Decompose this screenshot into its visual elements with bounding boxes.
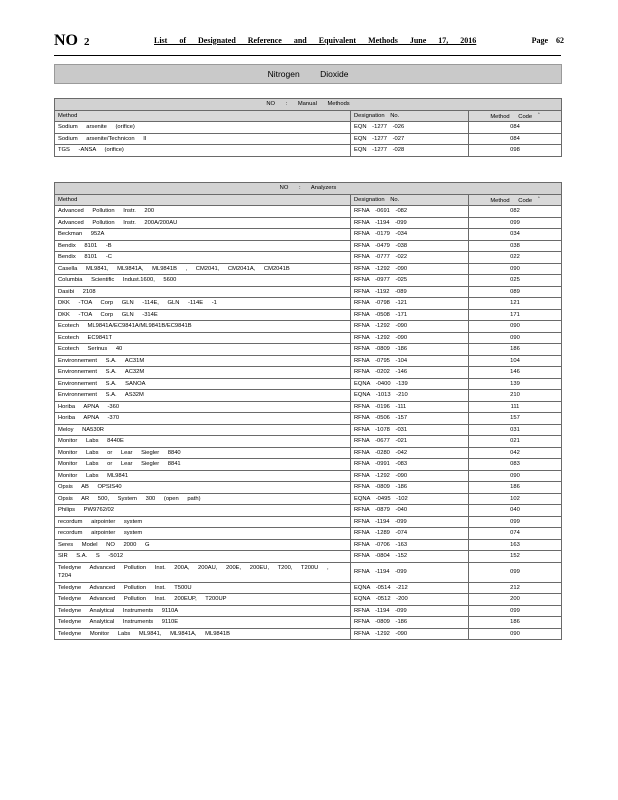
method-cell: Philips PW9762/02: [55, 505, 351, 517]
table-row: [55, 145, 562, 157]
header-pollutant: [54, 32, 90, 50]
method-code-cell: 074: [469, 528, 562, 540]
manual-methods-table: [54, 98, 562, 157]
table-row: [55, 133, 562, 145]
method-code-cell: 084: [469, 133, 562, 145]
method-cell: Teledyne Analytical Instruments 9110E: [55, 617, 351, 629]
designation-cell: RFNA -1289 -074: [351, 528, 469, 540]
method-cell: Teledyne Analytical Instruments 9110A: [55, 605, 351, 617]
designation-cell: EQN -1277 -028: [351, 145, 469, 157]
designation-cell: RFNA -1292 -090: [351, 470, 469, 482]
method-code-cell: 038: [469, 240, 562, 252]
method-code-cell: 031: [469, 424, 562, 436]
method-code-cell: 089: [469, 286, 562, 298]
method-cell: Horiba APNA -370: [55, 413, 351, 425]
table-row: [55, 275, 562, 287]
designation-cell: RFNA -1292 -090: [351, 332, 469, 344]
table-row: [55, 378, 562, 390]
table-row: [55, 528, 562, 540]
designation-cell: RFNA -1292 -090: [351, 628, 469, 640]
designation-cell: RFNA -1194 -099: [351, 516, 469, 528]
method-cell: Environnement S.A. AC31M: [55, 355, 351, 367]
analyzers-section-title: NO : Analyzers: [55, 183, 562, 195]
designation-cell: RFNA -0804 -152: [351, 551, 469, 563]
designation-cell: RFNA -0809 -186: [351, 482, 469, 494]
designation-cell: RFNA -0879 -040: [351, 505, 469, 517]
method-cell: Beckman 952A: [55, 229, 351, 241]
table-row: [55, 344, 562, 356]
designation-cell: RFNA -1292 -090: [351, 263, 469, 275]
table-row: [55, 470, 562, 482]
method-code-cell: 186: [469, 482, 562, 494]
method-cell: Teledyne Advanced Pollution Inst. 200A, 200AU, 200E, 200EU, T200, T200U , T204: [55, 562, 351, 582]
method-cell: Ecotech ML9841A/EC9841A/ML9841B/EC9841B: [55, 321, 351, 333]
designation-cell: RFNA -0809 -186: [351, 344, 469, 356]
designation-cell: EQN -1277 -026: [351, 122, 469, 134]
method-cell: Sodium arsenite (orifice): [55, 122, 351, 134]
method-code-cell: 146: [469, 367, 562, 379]
method-cell: Teledyne Monitor Labs ML9841, ML9841A, ML9841B: [55, 628, 351, 640]
method-code-cell: 083: [469, 459, 562, 471]
designation-cell: EQNA -0514 -212: [351, 582, 469, 594]
table-row: [55, 628, 562, 640]
method-cell: TGS -ANSA (orifice): [55, 145, 351, 157]
designation-cell: RFNA -0977 -025: [351, 275, 469, 287]
method-code-cell: 099: [469, 516, 562, 528]
designation-cell: RFNA -0691 -082: [351, 206, 469, 218]
method-code-cell: 084: [469, 122, 562, 134]
page-header: [54, 32, 564, 52]
method-cell: Bendix 8101 -B: [55, 240, 351, 252]
designation-cell: RFNA -1292 -090: [351, 321, 469, 333]
pollutant-banner: Nitrogen Dioxide: [54, 64, 562, 84]
table-row: [55, 355, 562, 367]
table-row: [55, 539, 562, 551]
table-row: [55, 263, 562, 275]
method-code-cell: 022: [469, 252, 562, 264]
table-row: [55, 390, 562, 402]
method-cell: DKK -TOA Corp GLN -314E: [55, 309, 351, 321]
table-row: [55, 217, 562, 229]
method-code-cell: 171: [469, 309, 562, 321]
designation-cell: RFNA -0280 -042: [351, 447, 469, 459]
method-cell: Columbia Scientific Indust.1600, 5600: [55, 275, 351, 287]
method-code-cell: 186: [469, 344, 562, 356]
method-cell: Dasibi 2108: [55, 286, 351, 298]
method-code-cell: 163: [469, 539, 562, 551]
method-code-cell: 090: [469, 332, 562, 344]
designation-cell: RFNA -0202 -146: [351, 367, 469, 379]
method-code-cell: 099: [469, 217, 562, 229]
table-row: [55, 447, 562, 459]
header-title: List of Designated Reference and Equivalent Methods June 17, 2016: [154, 36, 477, 45]
method-code-cell: 200: [469, 594, 562, 606]
method-code-cell: 186: [469, 617, 562, 629]
table-row: [55, 286, 562, 298]
table-row: [55, 309, 562, 321]
table-row: [55, 505, 562, 517]
designation-cell: EQN -1277 -027: [351, 133, 469, 145]
method-code-cell: 090: [469, 263, 562, 275]
table-row: [55, 252, 562, 264]
method-cell: Monitor Labs or Lear Siegler 8840: [55, 447, 351, 459]
method-cell: Casella ML9841, ML9841A, ML9841B , CM2041, CM2041A, CM2041B: [55, 263, 351, 275]
table-row: [55, 122, 562, 134]
method-code-cell: 040: [469, 505, 562, 517]
table-row: [55, 367, 562, 379]
table-row: [55, 240, 562, 252]
table-row: [55, 424, 562, 436]
method-code-cell: 139: [469, 378, 562, 390]
designation-cell: RFNA -0479 -038: [351, 240, 469, 252]
designation-cell: RFNA -0809 -186: [351, 617, 469, 629]
table-row: [55, 516, 562, 528]
column-header-code: Method Code*: [469, 110, 562, 122]
designation-cell: EQNA -0512 -200: [351, 594, 469, 606]
method-cell: Meloy NA530R: [55, 424, 351, 436]
method-code-cell: 210: [469, 390, 562, 402]
method-cell: Monitor Labs or Lear Siegler 8841: [55, 459, 351, 471]
designation-cell: RFNA -0991 -083: [351, 459, 469, 471]
method-cell: Monitor Labs ML9841: [55, 470, 351, 482]
method-cell: Seres Model NO 2000 G: [55, 539, 351, 551]
method-code-cell: 025: [469, 275, 562, 287]
designation-cell: EQNA -0495 -102: [351, 493, 469, 505]
method-code-cell: 157: [469, 413, 562, 425]
method-code-cell: 102: [469, 493, 562, 505]
designation-cell: RFNA -0795 -104: [351, 355, 469, 367]
column-header-method: Method: [55, 194, 351, 206]
designation-cell: EQNA -1013 -210: [351, 390, 469, 402]
method-code-cell: 152: [469, 551, 562, 563]
method-code-cell: 090: [469, 628, 562, 640]
method-cell: Advanced Pollution Instr. 200: [55, 206, 351, 218]
table-row: [55, 562, 562, 582]
table-row: [55, 229, 562, 241]
method-cell: Teledyne Advanced Pollution Inst. T500U: [55, 582, 351, 594]
method-cell: DKK -TOA Corp GLN -114E, GLN -114E -1: [55, 298, 351, 310]
table-row: [55, 617, 562, 629]
method-code-cell: 090: [469, 470, 562, 482]
method-code-cell: 099: [469, 605, 562, 617]
designation-cell: RFNA -0506 -157: [351, 413, 469, 425]
table-row: [55, 582, 562, 594]
designation-cell: RFNA -0798 -121: [351, 298, 469, 310]
designation-cell: RFNA -0508 -171: [351, 309, 469, 321]
designation-cell: RFNA -1194 -099: [351, 217, 469, 229]
method-cell: Ecotech EC9841T: [55, 332, 351, 344]
method-code-cell: 082: [469, 206, 562, 218]
table-row: [55, 459, 562, 471]
table-row: [55, 551, 562, 563]
table-row: [55, 206, 562, 218]
method-cell: Environnement S.A. SANOA: [55, 378, 351, 390]
designation-cell: RFNA -0777 -022: [351, 252, 469, 264]
header-rule: [54, 55, 561, 56]
table-row: [55, 436, 562, 448]
method-cell: Teledyne Advanced Pollution Inst. 200EUP, T200UP: [55, 594, 351, 606]
method-cell: Opsis AB OPSIS40: [55, 482, 351, 494]
method-code-cell: 099: [469, 562, 562, 582]
method-code-cell: 090: [469, 321, 562, 333]
designation-cell: RFNA -1194 -099: [351, 562, 469, 582]
designation-cell: RFNA -1078 -031: [351, 424, 469, 436]
column-header-method: Method: [55, 110, 351, 122]
table-row: [55, 401, 562, 413]
method-code-cell: 111: [469, 401, 562, 413]
designation-cell: EQNA -0400 -139: [351, 378, 469, 390]
designation-cell: RFNA -1194 -099: [351, 605, 469, 617]
method-cell: Horiba APNA -360: [55, 401, 351, 413]
column-header-code: Method Code*: [469, 194, 562, 206]
method-cell: Advanced Pollution Instr. 200A/200AU: [55, 217, 351, 229]
column-header-designation: Designation No.: [351, 194, 469, 206]
table-row: [55, 482, 562, 494]
method-cell: Environnement S.A. AS32M: [55, 390, 351, 402]
analyzers-table: [54, 182, 562, 640]
method-code-cell: 104: [469, 355, 562, 367]
table-row: [55, 321, 562, 333]
table-row: [55, 413, 562, 425]
table-row: [55, 332, 562, 344]
method-code-cell: 034: [469, 229, 562, 241]
header-no: NO: [54, 32, 78, 49]
table-row: [55, 493, 562, 505]
method-code-cell: 098: [469, 145, 562, 157]
header-no-subscript: 2: [84, 36, 90, 48]
method-cell: Environnement S.A. AC32M: [55, 367, 351, 379]
table-row: [55, 594, 562, 606]
method-cell: Monitor Labs 8440E: [55, 436, 351, 448]
manual-section-title: NO : Manual Methods: [55, 99, 562, 111]
method-code-cell: 021: [469, 436, 562, 448]
table-row: [55, 298, 562, 310]
method-code-cell: 121: [469, 298, 562, 310]
method-cell: Opsis AR 500, System 300 (open path): [55, 493, 351, 505]
designation-cell: RFNA -1192 -089: [351, 286, 469, 298]
designation-cell: RFNA -0196 -111: [351, 401, 469, 413]
method-cell: Bendix 8101 -C: [55, 252, 351, 264]
table-row: [55, 605, 562, 617]
method-cell: Ecotech Serinus 40: [55, 344, 351, 356]
method-cell: recordum airpointer system: [55, 528, 351, 540]
method-code-cell: 212: [469, 582, 562, 594]
method-cell: SIR S.A. S -5012: [55, 551, 351, 563]
designation-cell: RFNA -0179 -034: [351, 229, 469, 241]
designation-cell: RFNA -0706 -163: [351, 539, 469, 551]
method-cell: recordum airpointer system: [55, 516, 351, 528]
method-cell: Sodium arsenite/Technicon II: [55, 133, 351, 145]
page-number: Page 62: [531, 36, 564, 45]
column-header-designation: Designation No.: [351, 110, 469, 122]
designation-cell: RFNA -0677 -021: [351, 436, 469, 448]
method-code-cell: 042: [469, 447, 562, 459]
